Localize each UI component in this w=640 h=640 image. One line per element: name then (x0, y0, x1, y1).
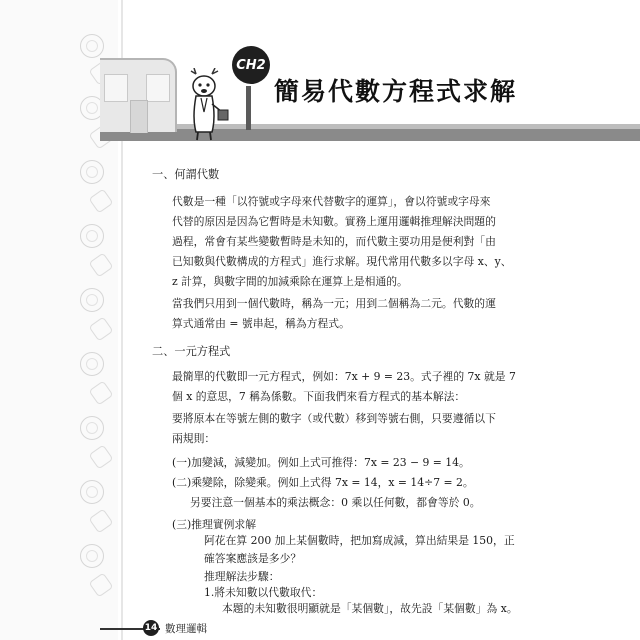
book-title: 數理邏輯 (165, 623, 207, 635)
phone-icon (88, 316, 113, 341)
phone-icon (88, 444, 113, 469)
paragraph-line: 代數是一種「以符號或字母來代替數字的運算」，會以符號或字母來 (172, 195, 491, 208)
chapter-badge: CH2 (232, 46, 270, 84)
train-illustration (100, 58, 177, 132)
rule-item: (二)乘變除，除變乘。例如上式得 7x = 14，x = 14÷7 = 2。 (172, 476, 474, 489)
steps-heading: 推理解法步驟： (204, 570, 280, 583)
ring-icon (80, 416, 104, 440)
rule-item: (一)加變減，減變加。例如上式可推得：7x = 23 − 9 = 14。 (172, 456, 470, 469)
chapter-title: 簡易代數方程式求解 (274, 77, 518, 106)
ring-icon (80, 224, 104, 248)
phone-icon (88, 572, 113, 597)
page-number: 14 (143, 620, 159, 636)
header-band (100, 129, 640, 141)
example-line: 阿花在算 200 加上某個數時，把加寫成減，算出結果是 150，正 (204, 534, 515, 547)
paragraph-line: 最簡單的代數即一元方程式，例如：7x + 9 = 23。式子裡的 7x 就是 7 (172, 370, 516, 383)
paragraph-line: 當我們只用到一個代數時，稱為一元；用到二個稱為二元。代數的運 (172, 297, 496, 310)
sign-pole (246, 86, 251, 130)
rule-note: 另要注意一個基本的乘法概念：0 乘以任何數，都會等於 0。 (190, 496, 481, 509)
rule-item: (三)推理實例求解 (172, 518, 257, 531)
paragraph-line: 算式通常由 = 號串起，稱為方程式。 (172, 317, 350, 330)
paragraph-line: 代替的原因是因為它暫時是未知數。實務上運用邏輯推理解決問題的 (172, 215, 496, 228)
train-door (130, 100, 148, 133)
section-heading: 一、何謂代數 (152, 168, 220, 181)
paragraph-line: 兩規則： (172, 432, 216, 445)
step-text: 本題的未知數很明顯就是「某個數」，故先設「某個數」為 x。 (222, 602, 518, 615)
paragraph-line: 個 x 的意思，7 稱為係數。下面我們來看方程式的基本解法： (172, 390, 466, 403)
phone-icon (88, 252, 113, 277)
ring-icon (80, 160, 104, 184)
deer-mascot-icon (182, 68, 232, 142)
ring-icon (80, 352, 104, 376)
section-heading: 二、一元方程式 (152, 345, 231, 358)
ring-icon (80, 544, 104, 568)
phone-icon (88, 188, 113, 213)
train-window (104, 74, 128, 102)
phone-icon (88, 380, 113, 405)
example-line: 確答案應該是多少？ (204, 552, 302, 565)
paragraph-line: z 計算，與數字間的加減乘除在運算上是相通的。 (172, 275, 408, 288)
paragraph-line: 過程，常會有某些變數暫時是未知的，而代數主要功用是便利對「由 (172, 235, 496, 248)
train-window (146, 74, 170, 102)
phone-icon (88, 508, 113, 533)
step-item: 1.將未知數以代數取代： (204, 586, 323, 599)
ring-icon (80, 480, 104, 504)
ring-icon (80, 288, 104, 312)
ring-icon (80, 34, 104, 58)
paragraph-line: 已知數與代數構成的方程式」進行求解。現代常用代數多以字母 x、y、 (172, 255, 512, 268)
paragraph-line: 要將原本在等號左側的數字（或代數）移到等號右側，只要遵循以下 (172, 412, 496, 425)
